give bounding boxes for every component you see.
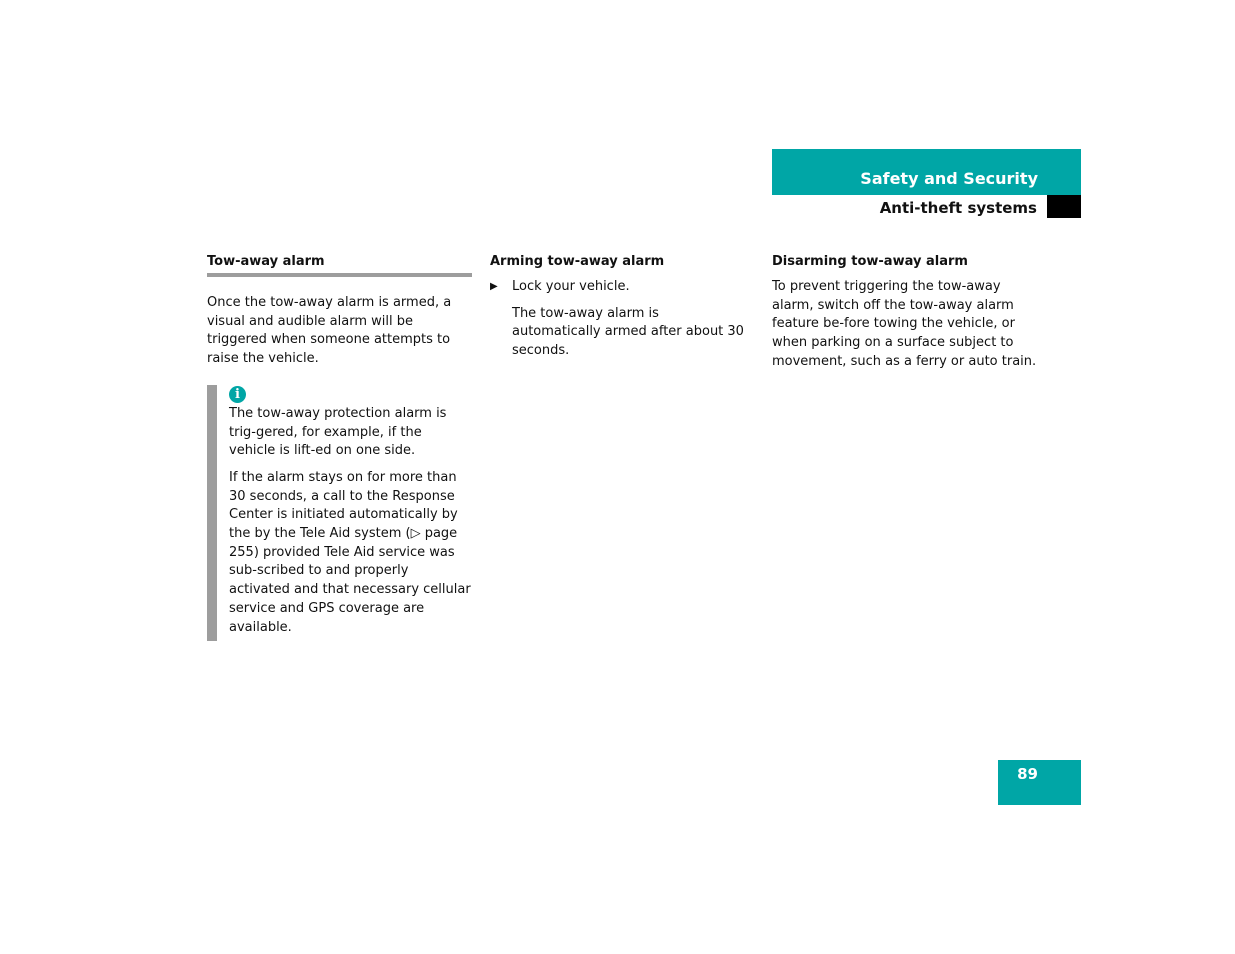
thumb-tab-marker	[1047, 195, 1081, 218]
chapter-header-band	[772, 149, 1081, 195]
info-note-paragraph: The tow-away protection alarm is trig-gered, for example, if the vehicle is lift-ed on one side.	[229, 405, 447, 459]
heading-arming-tow-away-alarm: Arming tow-away alarm	[490, 254, 665, 269]
column-disarming-tow-away-alarm	[772, 252, 1040, 372]
column-arming-tow-away-alarm	[490, 252, 748, 361]
info-icon: i	[229, 386, 246, 403]
chapter-title: Safety and Security	[860, 169, 1038, 188]
info-note-box	[207, 385, 472, 641]
section-title: Anti-theft systems	[879, 199, 1037, 217]
heading-disarming-tow-away-alarm: Disarming tow-away alarm	[772, 254, 968, 269]
column-tow-away-alarm	[207, 252, 472, 641]
info-note-bar	[207, 385, 217, 641]
instruction-step-text: Lock your vehicle.	[512, 279, 630, 294]
disarming-text: To prevent triggering the tow-away alarm, switch off the tow-away alarm feature be-fore towing the vehicle, or when parking on a surface subject to movement, such as a ferry or auto train.	[772, 279, 1037, 369]
heading-tow-away-alarm: Tow-away alarm	[207, 252, 472, 277]
instruction-result-text: The tow-away alarm is automatically armed after about 30 seconds.	[512, 305, 744, 359]
info-note-paragraph: If the alarm stays on for more than 30 seconds, a call to the Response Center is initiated automatically by the by the Tele Aid system (▷ page 255) provided Tele Aid service was sub-scribed to and properly activated and that necessary cellular service and GPS coverage are available.	[229, 469, 471, 635]
step-arrow-icon: ▶	[490, 281, 498, 292]
page-number-box	[998, 760, 1081, 805]
page-number: 89	[1017, 765, 1038, 783]
instruction-step	[490, 278, 748, 297]
tow-away-intro-text: Once the tow-away alarm is armed, a visual and audible alarm will be triggered when someone attempts to raise the vehicle.	[207, 295, 452, 367]
